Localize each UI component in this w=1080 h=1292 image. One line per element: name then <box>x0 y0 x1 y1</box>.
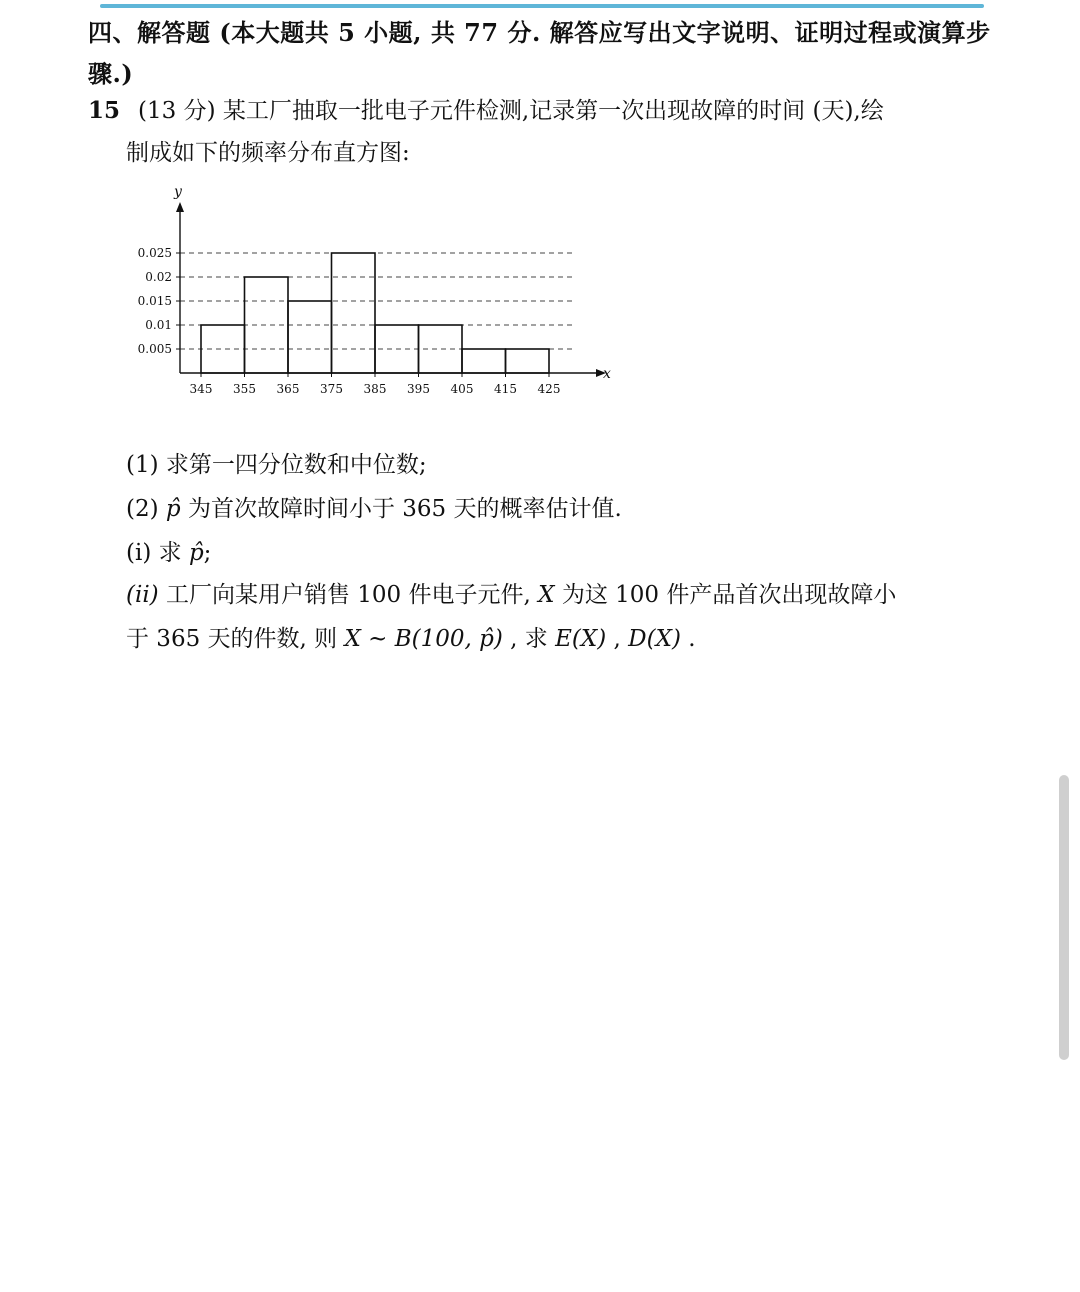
subquestion-i-suffix: ; <box>203 540 212 566</box>
subquestion-i <box>126 533 211 573</box>
y-tick-label-0.02: 0.02 <box>145 270 172 284</box>
y-axis-label: y <box>174 184 182 200</box>
subquestion-ii-line-2 <box>126 619 696 659</box>
scrollbar[interactable] <box>1059 775 1069 1060</box>
histogram-bar-365-375 <box>288 301 332 373</box>
separator: , <box>606 626 629 652</box>
subquestion-i-prefix: (i) 求 <box>126 540 182 566</box>
histogram-bar-375-385 <box>332 253 376 373</box>
histogram-bar-415-425 <box>506 349 550 373</box>
question-stem-line-1 <box>88 91 884 131</box>
subquestion-1: (1) 求第一四分位数和中位数; <box>126 452 427 478</box>
variable-x: X <box>538 582 555 608</box>
p-hat-symbol-i: p̂ <box>188 540 204 566</box>
x-tick-label-375: 375 <box>320 382 343 396</box>
subquestion-ii-line2-a: 于 365 天的件数, 则 <box>126 626 345 652</box>
x-axis-label: x <box>603 366 611 382</box>
x-tick-label-395: 395 <box>407 382 430 396</box>
y-tick-label-0.025: 0.025 <box>137 246 172 260</box>
p-hat-symbol: p̂ <box>165 496 181 522</box>
expectation: E(X) <box>555 626 607 652</box>
subquestion-ii-text-2: 为这 100 件产品首次出现故障小 <box>554 582 897 608</box>
question-number: 15 <box>88 97 121 124</box>
histogram-bar-385-395 <box>375 325 419 373</box>
histogram-bar-405-415 <box>462 349 506 373</box>
x-tick-label-425: 425 <box>537 382 561 396</box>
histogram-bar-355-365 <box>245 277 289 373</box>
binomial-distribution: X ~ B(100, p̂) <box>344 626 503 652</box>
subquestion-ii-label: (ii) <box>126 582 159 608</box>
histogram-svg <box>120 180 620 405</box>
subquestion-ii-text-1: 工厂向某用户销售 100 件电子元件, <box>158 582 539 608</box>
y-axis-arrow <box>176 202 184 212</box>
variance: D(X) <box>628 626 681 652</box>
x-tick-label-365: 365 <box>276 382 300 396</box>
histogram-bar-345-355 <box>201 325 245 373</box>
y-tick-label-0.005: 0.005 <box>137 342 172 356</box>
question-stem-line-2: 制成如下的频率分布直方图: <box>126 140 410 166</box>
histogram-bar-395-405 <box>419 325 463 373</box>
x-tick-label-355: 355 <box>233 382 256 396</box>
subquestion-ii-line2-b: , 求 <box>502 626 556 652</box>
subquestion-ii-end: . <box>680 626 696 652</box>
x-tick-label-385: 385 <box>363 382 387 396</box>
top-rule <box>100 4 984 8</box>
section-header: 四、解答题 (本大题共 5 小题, 共 77 分. 解答应写出文字说明、证明过程或演算步骤.) <box>88 18 991 88</box>
subquestion-2-prefix: (2) <box>126 496 159 522</box>
frequency-histogram <box>120 180 620 405</box>
subquestion-2-text: 为首次故障时间小于 365 天的概率估计值. <box>180 496 622 522</box>
y-tick-label-0.01: 0.01 <box>145 318 172 332</box>
subquestion-2 <box>126 489 622 529</box>
subquestion-ii-line-1 <box>126 575 896 615</box>
x-tick-label-405: 405 <box>450 382 474 396</box>
y-tick-label-0.015: 0.015 <box>137 294 172 308</box>
question-stem-1: (13 分) 某工厂抽取一批电子元件检测,记录第一次出现故障的时间 (天),绘 <box>138 98 884 124</box>
x-tick-label-345: 345 <box>189 382 213 396</box>
x-tick-label-415: 415 <box>494 382 517 396</box>
